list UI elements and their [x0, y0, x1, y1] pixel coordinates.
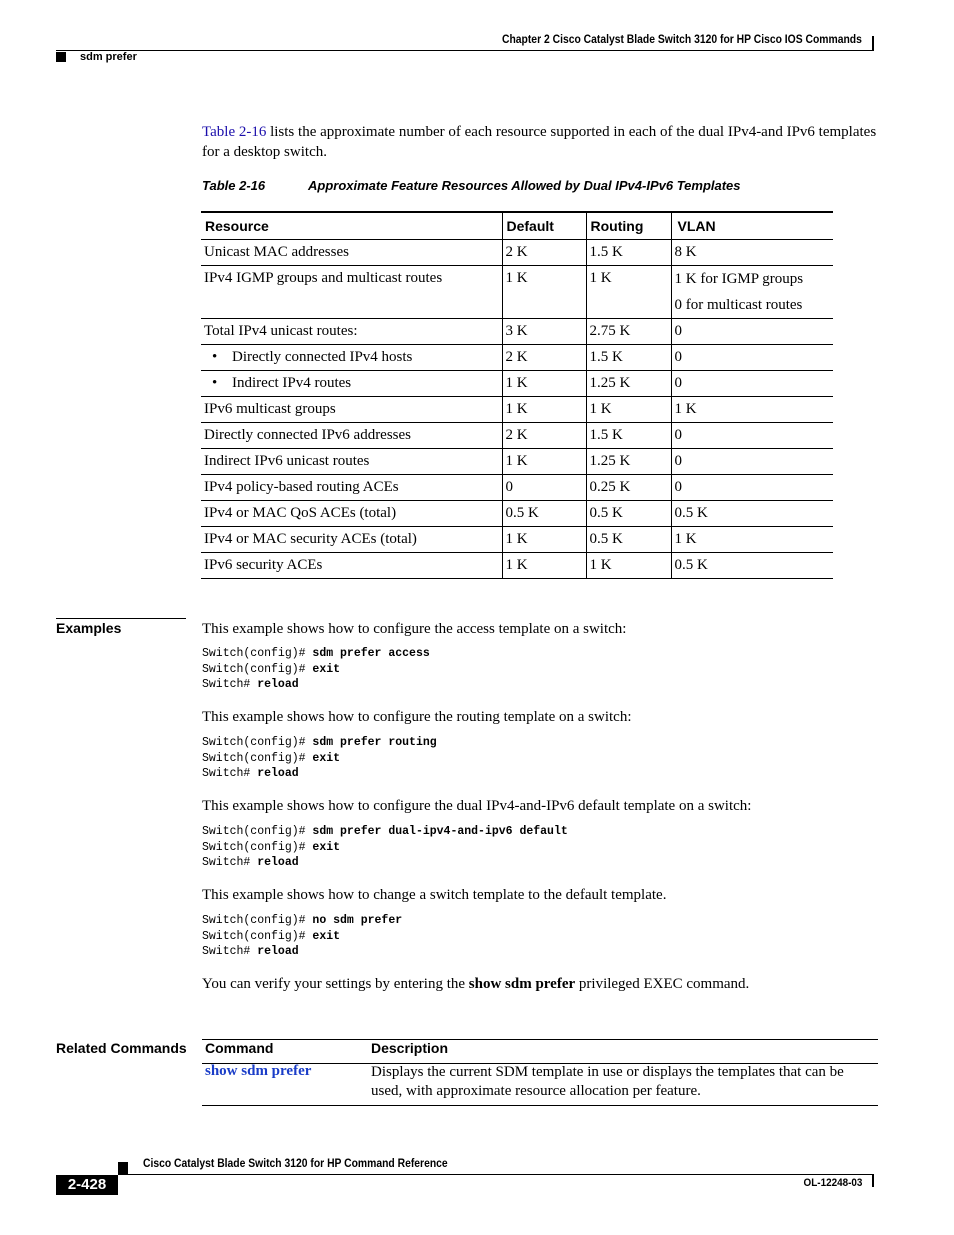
cell-default: 1 K: [502, 553, 586, 579]
code-prompt: Switch(config)#: [202, 825, 313, 838]
example-desc: This example shows how to change a switch template to the default template.: [202, 887, 667, 903]
footer-tick: [872, 1175, 874, 1187]
header-marker: [56, 52, 66, 62]
code-prompt: Switch#: [202, 945, 258, 958]
table-title: Approximate Feature Resources Allowed by Dual IPv4-IPv6 Templates: [308, 178, 741, 193]
table-row: [201, 423, 833, 449]
cell-default: 2 K: [502, 345, 586, 371]
code-command: sdm prefer access: [312, 647, 430, 660]
verify-paragraph: [202, 974, 749, 994]
cell-vlan: 0.5 K: [671, 501, 833, 527]
cell-vlan: 1 K: [671, 397, 833, 423]
examples-rule: [56, 618, 186, 619]
cell-default: 0: [502, 475, 586, 501]
section-header: sdm prefer: [80, 51, 137, 63]
code-prompt: Switch(config)#: [202, 736, 313, 749]
cell-resource: IPv6 multicast groups: [201, 397, 502, 423]
code-prompt: Switch(config)#: [202, 840, 313, 854]
related-commands-heading: Related Commands: [56, 1040, 187, 1056]
cell-default: 1 K: [502, 371, 586, 397]
cell-vlan: [671, 266, 833, 319]
cell-routing: 1 K: [586, 397, 671, 423]
cell-vlan: 0: [671, 449, 833, 475]
table-caption: [202, 178, 741, 193]
code-prompt: Switch#: [202, 856, 258, 869]
example-desc: This example shows how to configure the access template on a switch:: [202, 621, 627, 637]
cell-vlan: 1 K: [671, 527, 833, 553]
cell-vlan: 0: [671, 475, 833, 501]
code-prompt: Switch(config)#: [202, 662, 313, 676]
examples-heading: Examples: [56, 620, 122, 636]
header-tick: [872, 36, 874, 50]
cell-vlan: 0: [671, 423, 833, 449]
code-command: exit: [312, 840, 341, 854]
example-desc: This example shows how to configure the dual IPv4-and-IPv6 default template on a switch:: [202, 798, 752, 814]
code-prompt: Switch#: [202, 678, 258, 691]
table-row: [201, 475, 833, 501]
cell-vlan: 8 K: [671, 240, 833, 266]
intro-text: lists the approximate number of each resource supported in each of the dual IPv4-and IPv6 templates for a desktop switch.: [202, 124, 877, 160]
table-row: [201, 527, 833, 553]
code-command: reload: [257, 767, 299, 780]
code-prompt: Switch#: [202, 767, 258, 780]
show-sdm-prefer-link[interactable]: show sdm prefer: [205, 1063, 312, 1079]
code-prompt: Switch(config)#: [202, 929, 313, 943]
cell-default: 1 K: [502, 527, 586, 553]
code-command: reload: [257, 678, 299, 691]
cell-vlan-line1: 1 K for IGMP groups: [674, 271, 804, 287]
cell-resource: IPv4 or MAC security ACEs (total): [201, 527, 502, 553]
related-col-description: Description: [371, 1040, 449, 1056]
cell-default: 1 K: [502, 266, 586, 319]
example-desc: This example shows how to configure the routing template on a switch:: [202, 709, 632, 725]
cell-resource: IPv4 policy-based routing ACEs: [201, 475, 502, 501]
cell-routing: 1.25 K: [586, 449, 671, 475]
cell-resource: Directly connected IPv6 addresses: [201, 423, 502, 449]
verify-text: You can verify your settings by entering the: [202, 976, 469, 992]
cell-vlan: 0: [671, 319, 833, 345]
table-row: [201, 240, 833, 266]
cell-default: 1 K: [502, 449, 586, 475]
cell-routing: 2.75 K: [586, 319, 671, 345]
table-row: [201, 345, 833, 371]
table-row: [201, 266, 833, 319]
code-command: exit: [312, 929, 341, 943]
cell-default: 2 K: [502, 240, 586, 266]
code-command: exit: [312, 662, 341, 676]
table-row: [201, 449, 833, 475]
cell-routing: 1.5 K: [586, 423, 671, 449]
cell-default: 3 K: [502, 319, 586, 345]
code-block: [202, 913, 402, 960]
footer-title: Cisco Catalyst Blade Switch 3120 for HP Command Reference: [143, 1158, 448, 1170]
cell-resource: IPv4 IGMP groups and multicast routes: [201, 266, 502, 319]
code-command: sdm prefer routing: [312, 736, 437, 749]
document-id: OL-12248-03: [803, 1177, 862, 1189]
table-header-row: [201, 212, 833, 240]
cell-vlan: 0: [671, 345, 833, 371]
intro-paragraph: [202, 122, 882, 162]
cell-resource: IPv6 security ACEs: [201, 553, 502, 579]
cell-routing: 1 K: [586, 553, 671, 579]
code-block: [202, 735, 437, 782]
cell-resource: [201, 345, 502, 371]
table-row: [201, 501, 833, 527]
bullet-item: • Indirect IPv4 routes: [204, 375, 351, 391]
table-row: [201, 319, 833, 345]
col-resource: Resource: [201, 212, 502, 240]
cell-resource: Indirect IPv6 unicast routes: [201, 449, 502, 475]
related-command-link-cell: [205, 1063, 311, 1080]
col-default: Default: [502, 212, 586, 240]
cell-resource: IPv4 or MAC QoS ACEs (total): [201, 501, 502, 527]
header-rule: [56, 50, 874, 51]
related-command-description: Displays the current SDM template in use or displays the templates that can be used, with approximate resource allocation per feature.: [371, 1064, 844, 1099]
cell-routing: 0.25 K: [586, 475, 671, 501]
cell-routing: 1 K: [586, 266, 671, 319]
cell-vlan: 0: [671, 371, 833, 397]
code-prompt: Switch(config)#: [202, 914, 313, 927]
code-command: reload: [257, 945, 299, 958]
code-block: [202, 646, 430, 693]
code-command: no sdm prefer: [312, 914, 403, 927]
cell-resource: Unicast MAC addresses: [201, 240, 502, 266]
cell-default: 2 K: [502, 423, 586, 449]
chapter-header: Chapter 2 Cisco Catalyst Blade Switch 3120 for HP Cisco IOS Commands: [502, 34, 862, 46]
table-row: [201, 371, 833, 397]
resources-table: [201, 211, 833, 579]
cell-default: 0.5 K: [502, 501, 586, 527]
page-number: 2-428: [56, 1175, 118, 1195]
col-vlan: VLAN: [671, 212, 833, 240]
verify-text: privileged EXEC command.: [575, 976, 750, 992]
cell-routing: 0.5 K: [586, 527, 671, 553]
related-table-bottom-rule: [202, 1105, 878, 1106]
cell-resource: [201, 371, 502, 397]
cell-vlan-line2: 0 for multicast routes: [674, 297, 803, 313]
cell-resource: Total IPv4 unicast routes:: [201, 319, 502, 345]
table-xref-link[interactable]: Table 2-16: [202, 124, 267, 140]
code-block: [202, 824, 568, 871]
col-routing: Routing: [586, 212, 671, 240]
cell-routing: 1.5 K: [586, 240, 671, 266]
code-command: sdm prefer dual-ipv4-and-ipv6 default: [312, 825, 568, 838]
cell-routing: 1.25 K: [586, 371, 671, 397]
table-number: Table 2-16: [202, 178, 266, 193]
cell-routing: 1.5 K: [586, 345, 671, 371]
code-prompt: Switch(config)#: [202, 751, 313, 765]
footer-marker: [118, 1162, 128, 1174]
bullet-item: • Directly connected IPv4 hosts: [204, 349, 412, 365]
related-col-command: Command: [205, 1040, 274, 1056]
table-row: [201, 553, 833, 579]
code-command: reload: [257, 856, 299, 869]
table-row: [201, 397, 833, 423]
code-prompt: Switch(config)#: [202, 647, 313, 660]
code-command: exit: [312, 751, 341, 765]
cell-routing: 0.5 K: [586, 501, 671, 527]
cell-vlan: 0.5 K: [671, 553, 833, 579]
related-table-top-rule: [202, 1039, 878, 1040]
verify-command: show sdm prefer: [468, 976, 576, 992]
cell-default: 1 K: [502, 397, 586, 423]
footer-rule: [118, 1174, 874, 1175]
